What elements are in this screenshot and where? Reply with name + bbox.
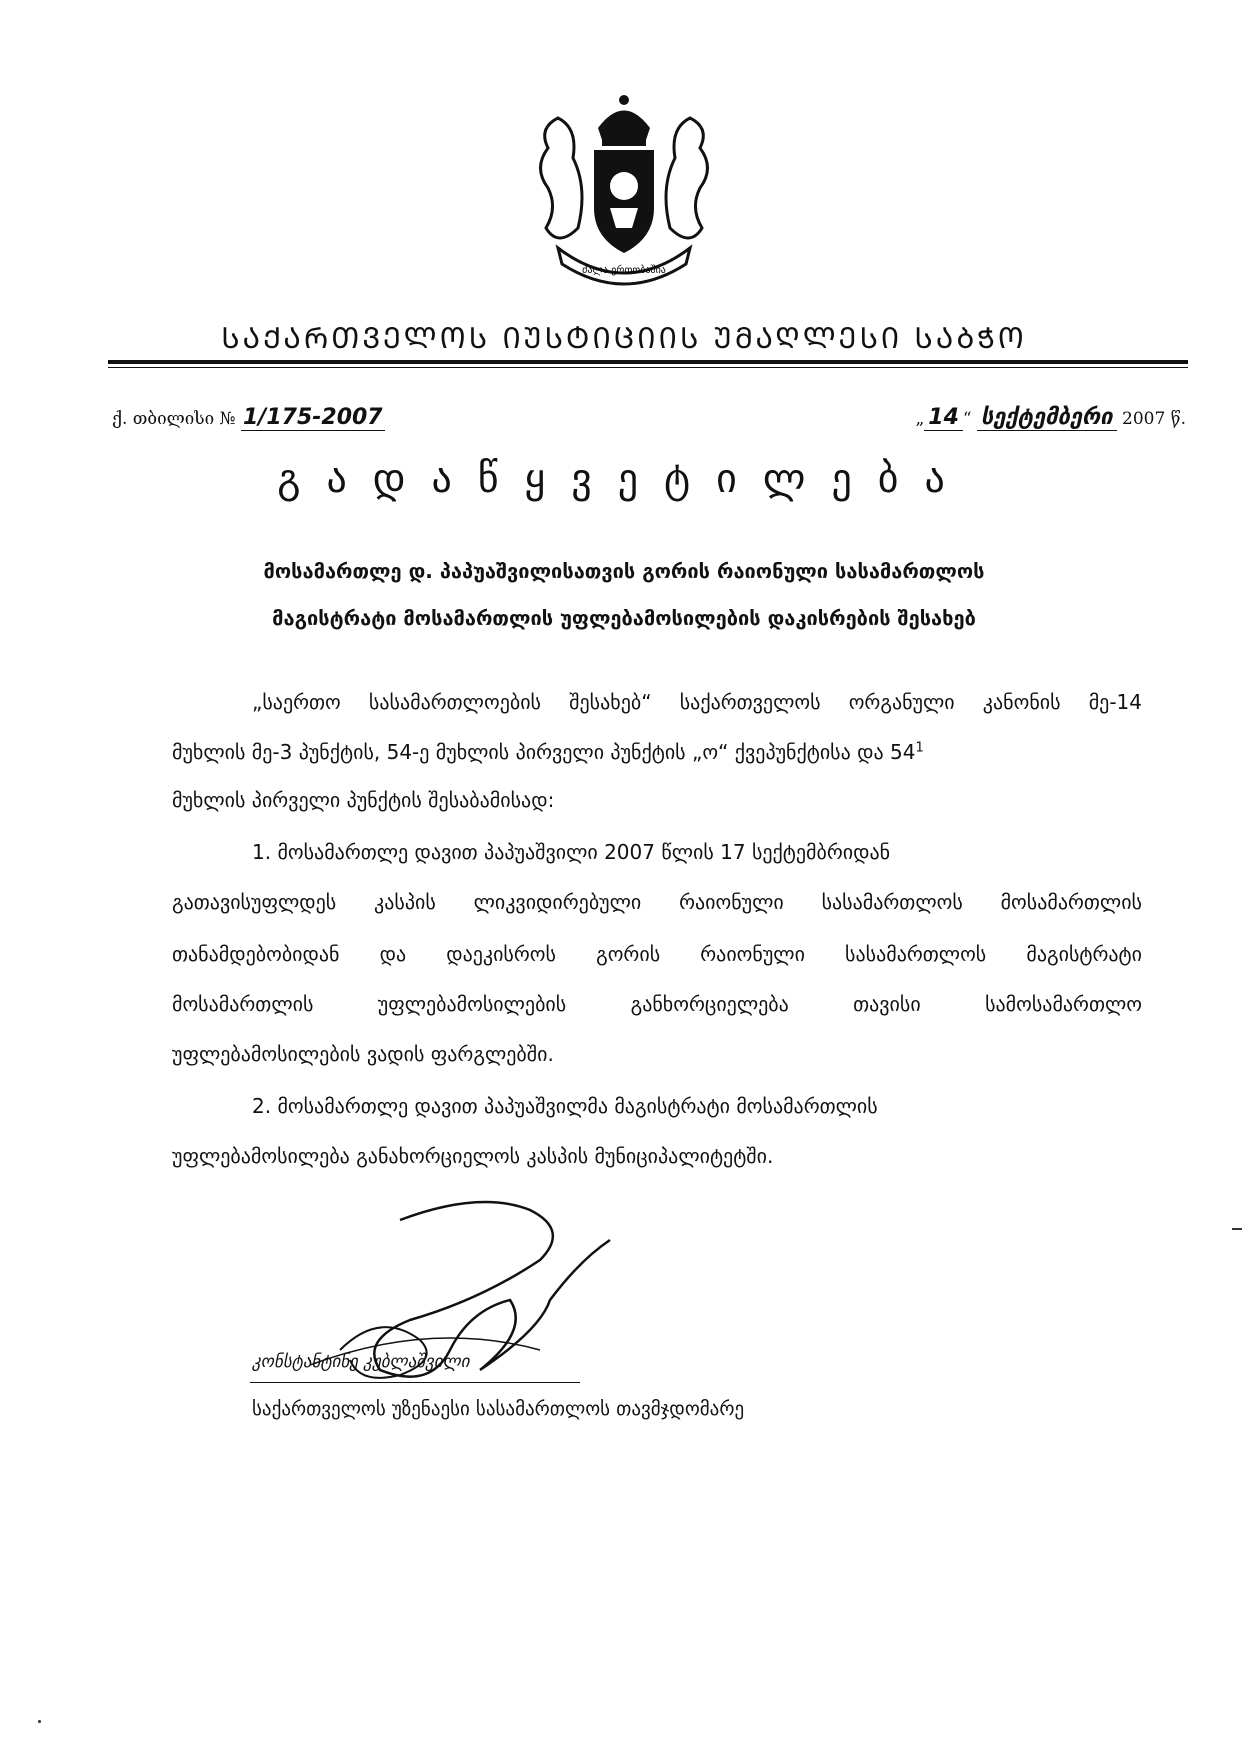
date-month: სექტემბერი	[977, 405, 1117, 431]
header-rule-thin	[108, 367, 1188, 368]
item-2-line-2: უფლებამოსილება განახორციელოს კასპის მუნიციპალიტეტში.	[172, 1144, 774, 1168]
council-name: ᲡᲐᲥᲐᲠᲗᲕᲔᲚᲝᲡ ᲘᲣᲡᲢᲘᲪᲘᲘᲡ ᲣᲛᲐᲦᲚᲔᲡᲘ ᲡᲐᲑᲭᲝ	[221, 321, 1027, 355]
item-2-line-1: 2. მოსამართლე დავით პაპუაშვილმა მაგისტრატი მოსამართლის	[252, 1094, 878, 1118]
item-1-line-5: უფლებამოსილების ვადის ფარგლებში.	[172, 1042, 554, 1066]
preamble-line-2-text: მუხლის მე-3 პუნქტის, 54-ე მუხლის პირველი პუნქტის „ო“ ქვეპუნქტისა და 54	[172, 740, 916, 764]
preamble-line-3: მუხლის პირველი პუნქტის შესაბამისად:	[172, 788, 555, 812]
subject-line-2: მაგისტრატი მოსამართლის უფლებამოსილების დაკისრების შესახებ	[272, 606, 976, 630]
document-date: „ 14 “ სექტემბერი 2007 წ.	[915, 405, 1186, 430]
preamble-line-2-sup: 1	[915, 740, 924, 756]
subject-line-1: მოსამართლე დ. პაპუაშვილისათვის გორის რაიონული სასამართლოს	[263, 559, 985, 583]
item-1-line-4: მოსამართლის უფლებამოსილების განხორციელება თავისი სამოსამართლო	[172, 992, 1142, 1016]
svg-text:ძალა ერთობაშია: ძალა ერთობაშია	[582, 265, 666, 276]
preamble-line-2	[172, 740, 1142, 764]
header-rule	[108, 360, 1188, 364]
signatory-title: საქართველოს უზენაესი სასამართლოს თავმჯდომარე	[252, 1398, 745, 1420]
item-1-line-3: თანამდებობიდან და დაეკისროს გორის რაიონული სასამართლოს მაგისტრატი	[172, 942, 1142, 966]
document-number	[112, 405, 385, 430]
signature-underline	[250, 1382, 580, 1383]
scan-dot	[38, 1720, 41, 1723]
item-1-line-1: 1. მოსამართლე დავით პაპუაშვილი 2007 წლის 17 სექტემბრიდან	[252, 840, 891, 864]
number-handwritten: 1/175-2007	[242, 405, 383, 430]
signatory-name: კონსტანტინე კუბლაშვილი	[252, 1352, 470, 1372]
date-suffix: წ.	[1170, 409, 1186, 429]
date-day: 14	[924, 405, 963, 431]
date-year: 2007	[1122, 409, 1166, 429]
city-prefix: ქ. თბილისი №	[112, 409, 236, 429]
coat-of-arms-emblem	[518, 88, 730, 288]
preamble-line-1: „საერთო სასამართლოების შესახებ“ საქართველოს ორგანული კანონის მე-14	[252, 690, 1142, 714]
document-title: გადაწყვეტილება	[277, 456, 971, 502]
margin-mark	[1232, 1228, 1242, 1230]
item-1-line-2: გათავისუფლდეს კასპის ლიკვიდირებული რაიონული სასამართლოს მოსამართლის	[172, 890, 1142, 914]
